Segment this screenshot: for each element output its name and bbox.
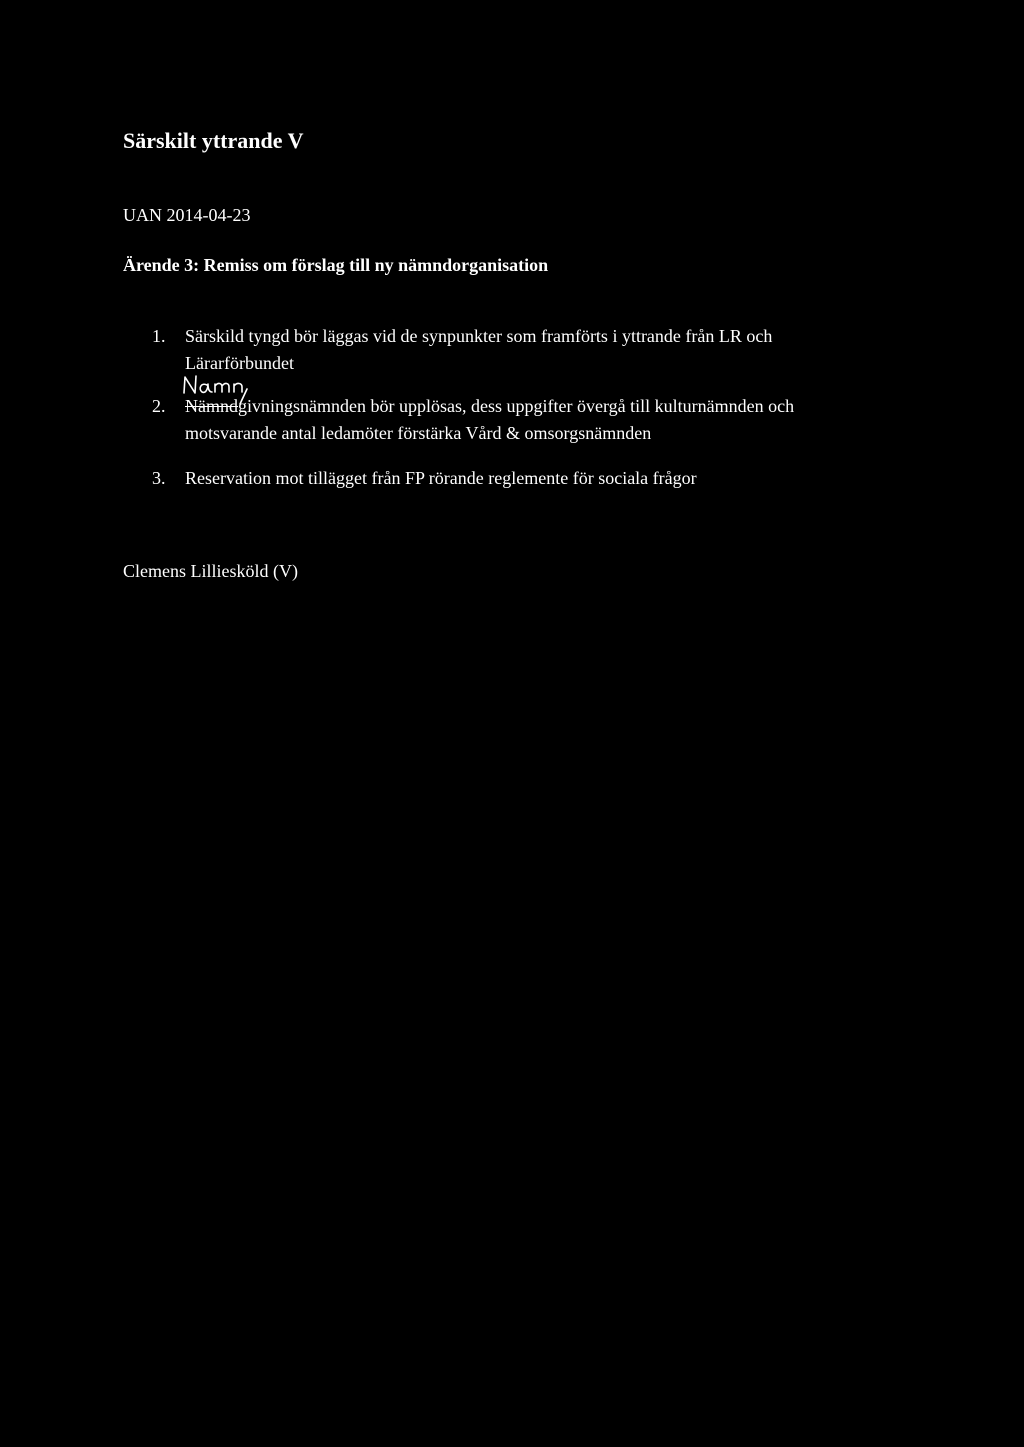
list-item-text-rest: givningsnämnden bör upplösas, dess uppgifter övergå till kulturnämnden och motsvarande antal ledamöter förstärka Vård & omsorgsnämnden bbox=[185, 396, 795, 443]
meeting-reference: UAN 2014-04-23 bbox=[123, 205, 251, 225]
list-item bbox=[152, 465, 892, 493]
list-item-text: Reservation mot tillägget från FP rörande reglemente för sociala frågor bbox=[185, 468, 697, 488]
document-title: Särskilt yttrande V bbox=[123, 128, 304, 153]
list-item-number: 2. bbox=[152, 396, 166, 416]
list-item-text: Särskild tyngd bör läggas vid de synpunkter som framförts i yttrande från LR och Lärarförbundet bbox=[185, 326, 773, 373]
list-item bbox=[152, 393, 892, 449]
list-item bbox=[152, 323, 892, 379]
list-item-number: 1. bbox=[152, 326, 166, 346]
agenda-item-heading: Ärende 3: Remiss om förslag till ny nämndorganisation bbox=[123, 255, 549, 275]
list-item-text bbox=[185, 393, 885, 447]
list-item-number: 3. bbox=[152, 468, 166, 488]
signature-name: Clemens Lilliesköld (V) bbox=[123, 561, 298, 581]
struck-through-text: Nämnd bbox=[185, 396, 238, 416]
